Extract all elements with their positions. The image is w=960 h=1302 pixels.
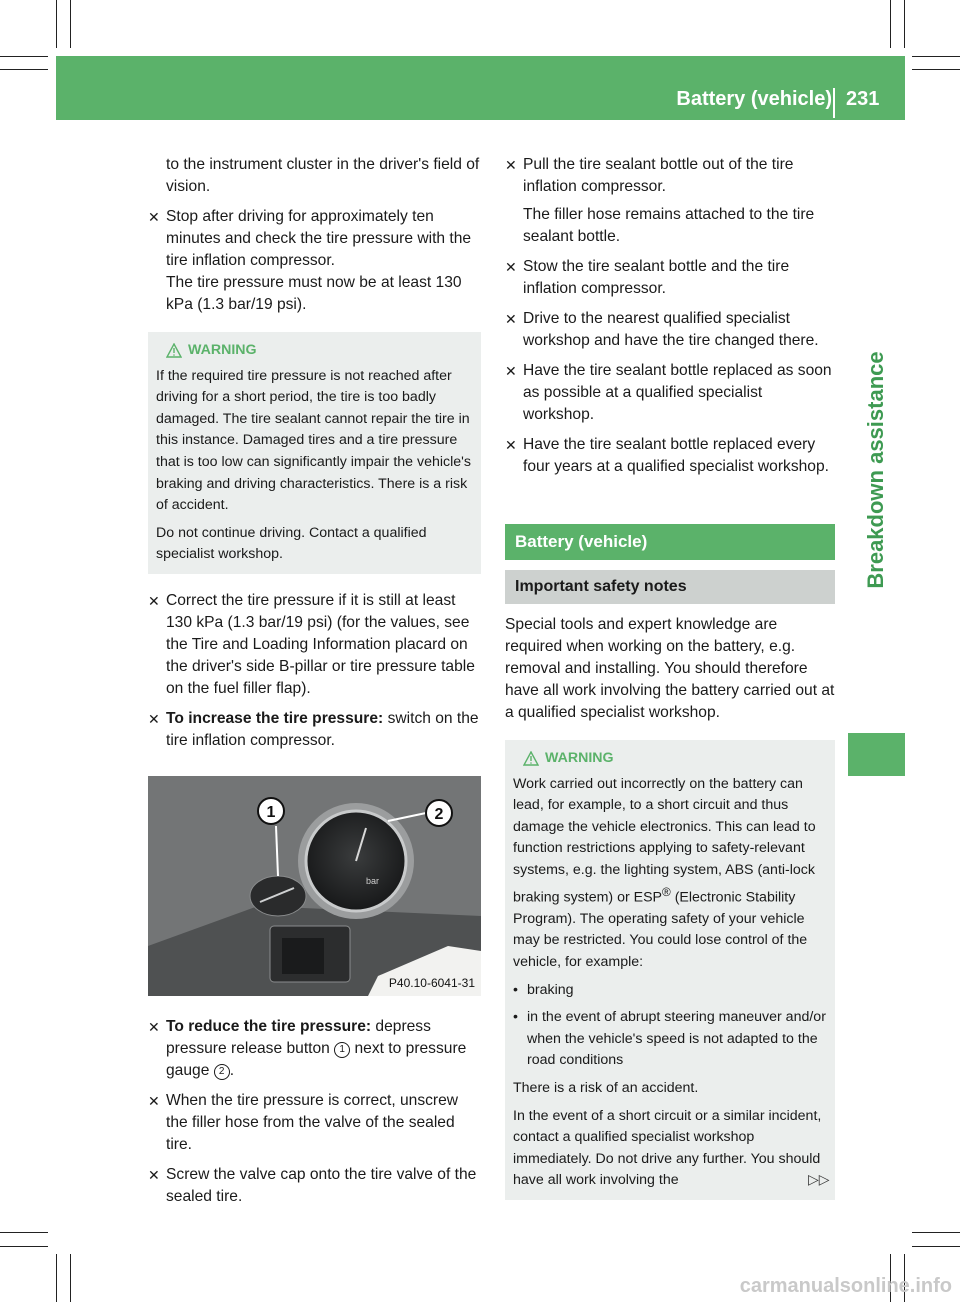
crop-mark bbox=[0, 69, 48, 70]
warning-bullet bbox=[513, 1007, 827, 1072]
instruction-step bbox=[505, 154, 835, 248]
warning-box bbox=[505, 740, 835, 1200]
instruction-step bbox=[148, 206, 481, 316]
step-arrow-icon: ✕ bbox=[505, 363, 517, 379]
callout-ref-2: 2 bbox=[214, 1064, 230, 1080]
warning-bullet bbox=[513, 980, 827, 1002]
step-text: Drive to the nearest qualified specialist workshop and have the tire changed there. bbox=[523, 310, 819, 349]
warning-text bbox=[513, 774, 827, 974]
bullet-text: in the event of abrupt steering maneuver and/or when the vehicle's speed is not adapted to the road conditions bbox=[527, 1009, 826, 1069]
chapter-tab-marker bbox=[848, 733, 905, 776]
step-lead: To reduce the tire pressure: bbox=[166, 1017, 372, 1035]
compressor-illustration bbox=[148, 776, 481, 996]
step-text: Have the tire sealant bottle replaced as soon as possible at a qualified specialist workshop. bbox=[523, 362, 832, 423]
step-body: depress pressure release button bbox=[166, 1017, 431, 1057]
bullet-icon: • bbox=[513, 981, 518, 998]
step-text: Stow the tire sealant bottle and the tire inflation compressor. bbox=[523, 258, 790, 297]
figure-reference: P40.10-6041-31 bbox=[388, 975, 475, 990]
step-body: switch on the tire inflation compressor. bbox=[166, 709, 479, 749]
warning-heading bbox=[156, 340, 473, 362]
warning-label: WARNING bbox=[545, 750, 614, 766]
step-text: Correct the tire pressure if it is still at least 130 kPa (1.3 bar/19 psi) (for the values, see the Tire and Loading Information placard on the driver's side B-pillar or tire pressure table on the fuel filler flap). bbox=[166, 591, 475, 697]
instruction-step bbox=[505, 308, 835, 352]
gauge-unit-label: bar bbox=[366, 875, 380, 886]
running-header-title: Battery (vehicle) bbox=[676, 88, 832, 110]
continued-marker: ▷▷ bbox=[808, 1171, 830, 1187]
callout-2-label: 2 bbox=[434, 805, 444, 823]
step-arrow-icon: ✕ bbox=[505, 157, 517, 173]
warning-text: Do not continue driving. Contact a qualified specialist workshop. bbox=[156, 524, 427, 563]
crop-mark bbox=[904, 0, 905, 48]
crop-mark bbox=[56, 1254, 57, 1302]
step-arrow-icon: ✕ bbox=[148, 592, 160, 609]
instruction-step bbox=[505, 360, 835, 426]
body-paragraph: Special tools and expert knowledge are required when working on the battery, e.g. removal and installing. You should therefore have all work involving the battery carried out at a qualified specialist workshop. bbox=[505, 616, 835, 721]
instruction-step bbox=[505, 434, 835, 478]
warning-box bbox=[148, 332, 481, 574]
warning-text: In the event of a short circuit or a similar incident, contact a qualified specialist workshop immediately. Do not drive any further. You should have all work involving the bbox=[513, 1107, 822, 1189]
instruction-step bbox=[148, 1090, 481, 1156]
crop-mark bbox=[912, 1246, 960, 1247]
warning-heading bbox=[513, 748, 827, 770]
step-arrow-icon: ✕ bbox=[148, 710, 160, 727]
left-column bbox=[148, 154, 481, 1216]
step-arrow-icon: ✕ bbox=[505, 437, 517, 453]
page-number: 231 bbox=[846, 88, 880, 110]
step-arrow-icon: ✕ bbox=[148, 1166, 160, 1183]
step-arrow-icon: ✕ bbox=[148, 1018, 160, 1035]
watermark: carmanualsonline.info bbox=[739, 1275, 952, 1297]
crop-mark bbox=[0, 1232, 48, 1233]
subsection-heading: Important safety notes bbox=[505, 570, 835, 604]
step-lead: To increase the tire pressure: bbox=[166, 709, 384, 727]
step-arrow-icon: ✕ bbox=[505, 311, 517, 327]
header-separator bbox=[833, 88, 835, 118]
paragraph-continuation: to the instrument cluster in the driver's field of vision. bbox=[166, 156, 480, 195]
instruction-step bbox=[505, 256, 835, 300]
compressor-photo bbox=[148, 776, 481, 996]
instruction-step bbox=[148, 1164, 481, 1208]
warning-text: If the required tire pressure is not reached after driving for a short period, the tire is too badly damaged. The tire sealant cannot repair the tire in this instance. Damaged tires and a tire pressure that is too low can significantly impair the vehicle's braking and driving characteristics. There is a risk of accident. bbox=[156, 367, 471, 514]
step-arrow-icon: ✕ bbox=[148, 1092, 160, 1109]
step-body: . bbox=[229, 1061, 235, 1079]
instruction-step bbox=[148, 708, 481, 752]
right-column bbox=[505, 154, 835, 1216]
crop-mark bbox=[70, 0, 71, 48]
step-text: Pull the tire sealant bottle out of the tire inflation compressor. bbox=[523, 156, 794, 195]
crop-mark bbox=[0, 56, 48, 57]
step-body: next to pressure gauge bbox=[166, 1039, 467, 1079]
bullet-text: braking bbox=[527, 981, 574, 998]
warning-triangle-icon bbox=[166, 343, 182, 358]
warning-text: There is a risk of an accident. bbox=[513, 1080, 699, 1097]
crop-mark bbox=[0, 1246, 48, 1247]
step-text bbox=[166, 1016, 481, 1082]
warning-text-part: Work carried out incorrectly on the battery can lead, for example, to a short circuit and thus damage the vehicle electronics. This can lead to function restrictions applying to safety-relevant systems, e.g. the lighting system, ABS (anti-lock braking system) or ESP bbox=[513, 775, 816, 906]
callout-ref-1: 1 bbox=[334, 1042, 350, 1058]
step-text bbox=[166, 708, 481, 752]
step-arrow-icon: ✕ bbox=[148, 209, 160, 225]
section-heading: Battery (vehicle) bbox=[505, 524, 835, 560]
crop-mark bbox=[912, 1232, 960, 1233]
registered-mark: ® bbox=[662, 884, 671, 899]
step-text: When the tire pressure is correct, unscrew the filler hose from the valve of the sealed tire. bbox=[166, 1091, 459, 1153]
warning-label: WARNING bbox=[188, 342, 257, 358]
warning-triangle-icon bbox=[523, 751, 539, 766]
instruction-step bbox=[148, 590, 481, 700]
crop-mark bbox=[912, 69, 960, 70]
chapter-tab-label: Breakdown assistance bbox=[863, 351, 888, 589]
bullet-icon: • bbox=[513, 1009, 518, 1026]
step-note: The tire pressure must now be at least 130 kPa (1.3 bar/19 psi). bbox=[166, 274, 462, 313]
warning-text-part: (Electronic Stability Program). The operating safety of your vehicle may be restricted. You could lose control of the vehicle, for example: bbox=[513, 889, 808, 971]
callout-1-label: 1 bbox=[266, 803, 276, 821]
step-arrow-icon: ✕ bbox=[505, 259, 517, 275]
step-text: Stop after driving for approximately ten minutes and check the tire pressure with the tire inflation compressor. bbox=[166, 208, 472, 269]
instruction-step bbox=[148, 1016, 481, 1082]
step-note: The filler hose remains attached to the tire sealant bottle. bbox=[523, 206, 815, 245]
crop-mark bbox=[912, 56, 960, 57]
crop-mark bbox=[56, 0, 57, 48]
crop-mark bbox=[890, 0, 891, 48]
step-text: Screw the valve cap onto the tire valve of the sealed tire. bbox=[166, 1165, 477, 1205]
crop-mark bbox=[70, 1254, 71, 1302]
step-text: Have the tire sealant bottle replaced every four years at a qualified specialist workshop. bbox=[523, 436, 829, 475]
